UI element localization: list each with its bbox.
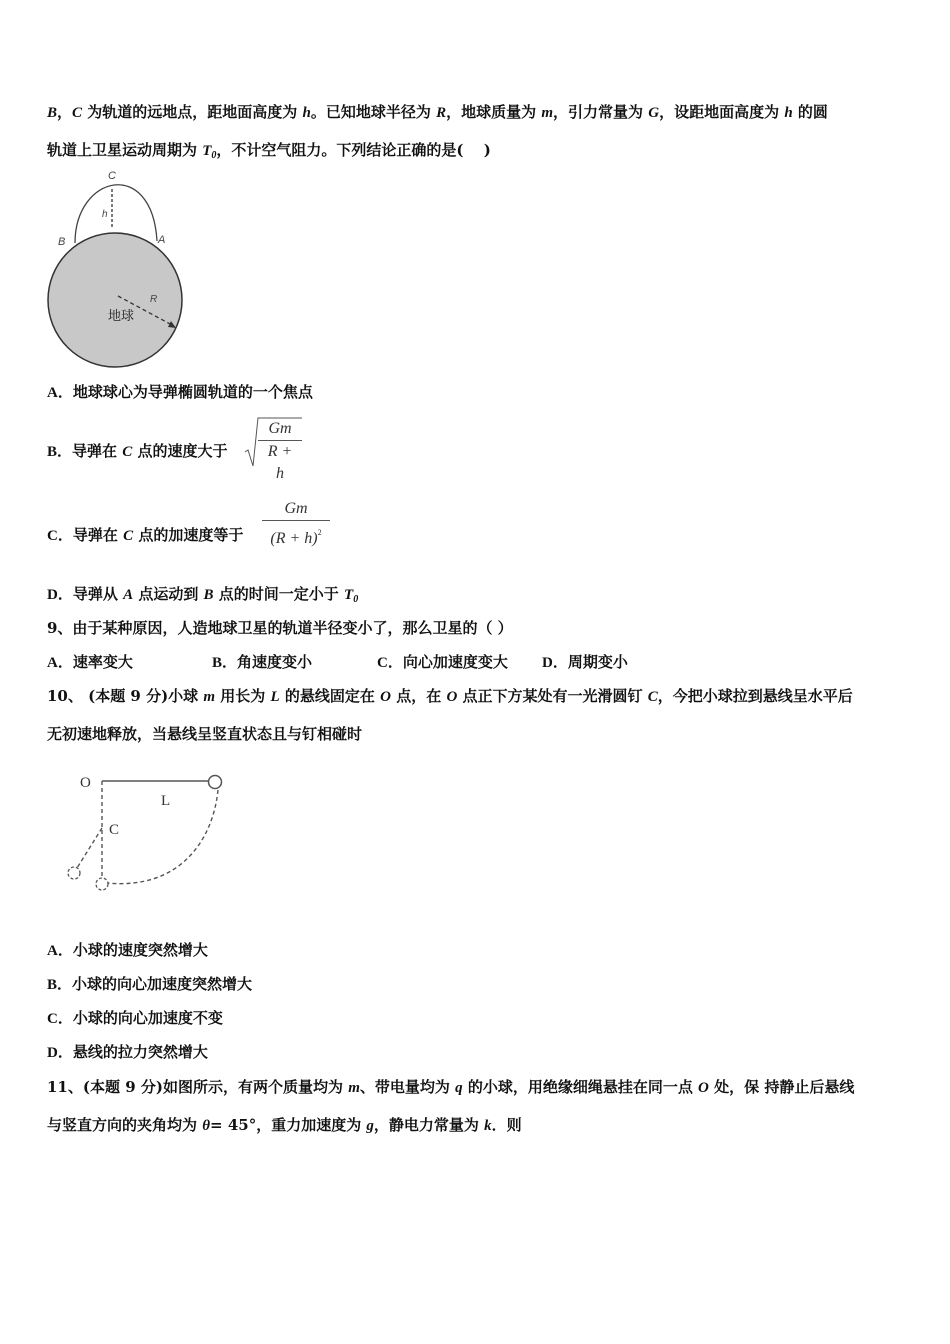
q10-option-d: [47, 1042, 208, 1063]
option-label: A．: [47, 385, 73, 401]
option-text: 悬线的拉力突然增大: [72, 1043, 208, 1061]
option-text: 周期变小: [567, 653, 628, 671]
q10-option-b: [47, 974, 252, 995]
option-label: B．: [47, 977, 73, 993]
option-text: 角速度变小: [237, 653, 313, 671]
earth-orbit-svg: [40, 165, 200, 375]
option-text: 导弹在: [72, 442, 123, 460]
pendulum-svg: [55, 760, 235, 900]
text: 无初速地释放，当悬线呈竖直状态且与钉相碰时: [47, 725, 363, 743]
question-text: 9、由于某种原因，人造地球卫星的轨道半径变小了，那么卫星的（ ）: [47, 619, 513, 637]
var-m: m: [348, 1080, 360, 1096]
q9-option-a: [47, 652, 133, 673]
option-text: 地球球心为导弹椭圆轨道的一个焦点: [72, 383, 313, 401]
q9-option-b: [212, 652, 312, 673]
text: 点，在: [391, 687, 447, 705]
text: 11、(本题 9 分)如图所示，有两个质量均为: [47, 1078, 349, 1096]
denominator: R + h: [258, 440, 302, 485]
ball-swung: [68, 867, 80, 879]
label-B: B: [58, 236, 66, 248]
option-text: 点的加速度等于: [133, 526, 244, 544]
var-A: A: [123, 587, 134, 603]
text: ，地球质量为: [446, 103, 542, 121]
option-label: A．: [47, 943, 73, 959]
var-B: B: [203, 587, 214, 603]
text: 10、 (本题 9 分)小球: [47, 687, 204, 705]
option-label: A．: [47, 655, 73, 671]
label-L: L: [161, 793, 171, 809]
var-h: h: [302, 105, 311, 121]
subscript: 0: [353, 594, 359, 605]
option-label: C．: [47, 528, 73, 544]
q9-option-c: [377, 652, 508, 673]
option-label: C．: [47, 1011, 73, 1027]
text: ，: [57, 103, 73, 121]
option-text: 点的时间一定小于: [213, 585, 345, 603]
text: 用长为: [215, 687, 271, 705]
q11-stem-line1: [47, 1077, 854, 1098]
text: = 45°，重力加速度为: [210, 1116, 367, 1134]
option-label: C．: [377, 655, 403, 671]
q8-option-d: [47, 584, 358, 610]
var-h: h: [784, 105, 793, 121]
option-text: 小球的向心加速度突然增大: [72, 975, 253, 993]
text: ．则: [491, 1116, 522, 1134]
fraction-formula: [262, 498, 330, 551]
q9-stem: [47, 618, 513, 638]
var-C: C: [123, 528, 134, 544]
var-O: O: [698, 1080, 709, 1096]
var-R: R: [436, 105, 447, 121]
var-C: C: [647, 689, 658, 705]
text: 的圆: [792, 103, 828, 121]
ball-start: [209, 776, 222, 789]
var-L: L: [270, 689, 280, 705]
text: ，设距地面高度为: [659, 103, 785, 121]
text: 。已知地球半径为: [310, 103, 437, 121]
text: ，不计空气阻力。下列结论正确的是( ): [216, 141, 491, 159]
text: 、带电量均为: [359, 1078, 456, 1096]
option-label: D．: [542, 655, 568, 671]
option-label: D．: [47, 1045, 73, 1061]
subscript: 0: [211, 150, 217, 161]
text: 为轨道的远地点，距地面高度为: [82, 103, 303, 121]
option-text: 小球的向心加速度不变: [72, 1009, 223, 1027]
q8-option-c: [47, 525, 243, 546]
text: ，静电力常量为: [373, 1116, 485, 1134]
var-m: m: [203, 689, 216, 705]
numerator: Gm: [268, 420, 292, 437]
text: ，引力常量为: [553, 103, 649, 121]
text: 与竖直方向的夹角均为: [47, 1116, 203, 1134]
option-text: 导弹在: [72, 526, 124, 544]
var-g: g: [366, 1118, 374, 1134]
text: ，今把小球拉到悬线呈水平后: [657, 687, 853, 705]
var-C: C: [72, 105, 83, 121]
var-O: O: [380, 689, 391, 705]
option-text: 导弹从: [72, 585, 124, 603]
option-text: 点的速度大于: [132, 442, 228, 460]
q10-option-a: [47, 940, 208, 961]
q8-option-b: [47, 441, 228, 462]
q8-stem-line2: [47, 140, 491, 166]
label-A: A: [158, 234, 166, 246]
q8-option-a: [47, 382, 313, 403]
option-label: B．: [47, 444, 73, 460]
label-C: C: [109, 822, 120, 838]
text: 轨道上卫星运动周期为: [47, 141, 203, 159]
option-label: B．: [212, 655, 238, 671]
option-text: 速率变大: [72, 653, 133, 671]
var-C: C: [122, 444, 133, 460]
var-O: O: [446, 689, 458, 705]
option-label: D．: [47, 587, 73, 603]
fraction: [258, 418, 302, 485]
q10-option-c: [47, 1008, 223, 1029]
option-text: 点运动到: [133, 585, 204, 603]
label-C: C: [108, 170, 116, 182]
q11-stem-line2: [47, 1115, 522, 1136]
exponent: 2: [317, 528, 322, 537]
var-m: m: [541, 105, 553, 121]
var-G: G: [648, 105, 660, 121]
option-text: 向心加速度变大: [402, 653, 508, 671]
numerator: Gm: [284, 500, 308, 517]
text: 的小球，用绝缘细绳悬挂在同一点: [462, 1078, 699, 1096]
text: 的悬线固定在: [279, 687, 381, 705]
option-text: 小球的速度突然增大: [72, 941, 208, 959]
var-q: q: [455, 1080, 463, 1096]
text: 点正下方某处有一光滑圆钉: [457, 687, 648, 705]
q9-option-d: [542, 652, 628, 673]
text: 处，保 持静止后悬线: [708, 1078, 855, 1096]
label-R: R: [150, 294, 158, 305]
ball-bottom: [96, 878, 108, 890]
var-T: T: [202, 143, 212, 159]
denominator: (R + h): [270, 530, 318, 547]
label-earth: 地球: [108, 309, 135, 324]
var-theta: θ: [202, 1118, 211, 1134]
var-T: T: [344, 587, 354, 603]
label-O: O: [80, 775, 91, 791]
q8-stem-line1: [47, 102, 828, 123]
denominator-wrap: [262, 520, 330, 551]
q10-stem-line2: [47, 724, 362, 744]
var-k: k: [484, 1118, 492, 1134]
var-B: B: [47, 105, 58, 121]
pendulum-figure: [55, 760, 235, 900]
earth-orbit-figure: [40, 165, 200, 375]
earth-circle: [48, 233, 182, 367]
label-h: h: [102, 209, 108, 220]
q10-stem-line1: [47, 686, 853, 707]
